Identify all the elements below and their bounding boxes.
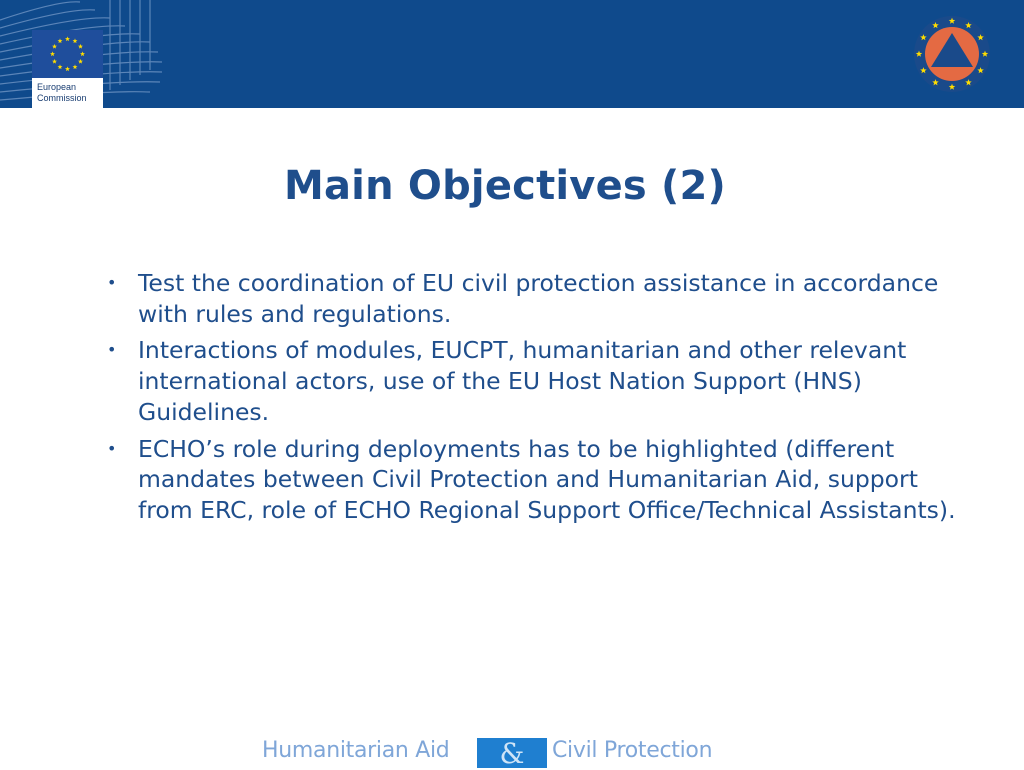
slide-title: Main Objectives (2) xyxy=(283,163,727,209)
logo-text-line2: Commission xyxy=(37,93,87,103)
list-item xyxy=(100,268,980,329)
list-item-text: Test the coordination of EU civil protection assistance in accordance with rules and regulations. xyxy=(138,269,939,328)
footer-humanitarian-aid: Humanitarian Aid xyxy=(262,738,450,763)
objectives-list xyxy=(100,268,980,532)
logo-text-line1: European xyxy=(37,82,77,92)
list-item xyxy=(100,434,980,526)
list-item-text: ECHO’s role during deployments has to be highlighted (different mandates between Civil Protection and Humanitarian Aid, support from ERC, role of ECHO Regional Support Office/Technical Assistants). xyxy=(138,434,956,524)
list-item xyxy=(100,335,980,427)
bullet-icon: • xyxy=(107,438,117,458)
header-band xyxy=(0,0,1024,108)
bullet-icon: • xyxy=(107,340,117,360)
list-item-text: Interactions of modules, EUCPT, humanitarian and other relevant international actors, use of the EU Host Nation Support (HNS) Guidelines. xyxy=(138,336,907,426)
european-commission-logo xyxy=(32,30,103,108)
footer-ampersand: & xyxy=(499,737,525,770)
footer-ampersand-box xyxy=(477,738,547,768)
bullet-icon: • xyxy=(107,273,117,292)
footer-banner xyxy=(0,738,1024,768)
footer-civil-protection: Civil Protection xyxy=(552,738,713,763)
eu-flag-icon xyxy=(32,30,103,78)
civil-protection-emblem-icon xyxy=(912,14,992,94)
